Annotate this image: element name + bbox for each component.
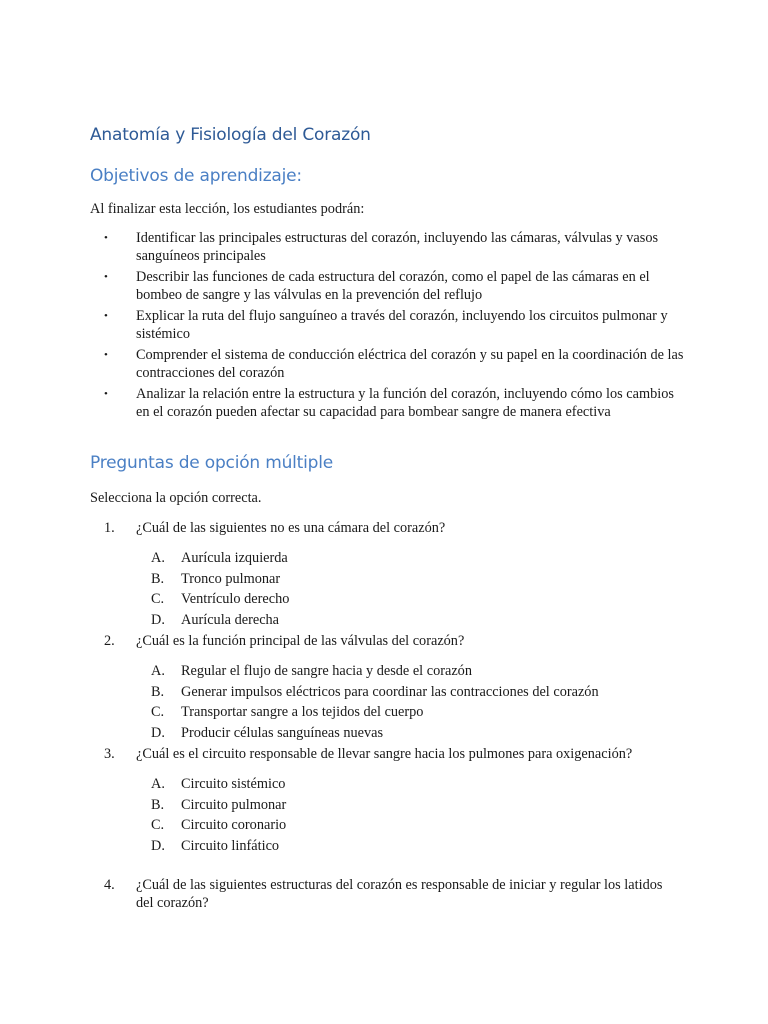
question-3 <box>0 745 680 857</box>
option-letter: B. <box>151 683 165 700</box>
objective-item <box>0 229 684 265</box>
option-letter: C. <box>151 591 165 607</box>
document-title: Anatomía y Fisiología del Corazón <box>90 125 371 145</box>
option-c[interactable] <box>0 816 680 837</box>
option-a[interactable] <box>0 549 680 570</box>
bullet-icon: • <box>104 310 108 322</box>
option-b[interactable] <box>0 683 680 704</box>
bullet-icon: • <box>104 271 108 283</box>
option-list <box>0 775 680 857</box>
option-text: Transportar sangre a los tejidos del cuerpo <box>181 704 424 720</box>
option-letter: C. <box>151 817 165 833</box>
question-text: ¿Cuál de las siguientes no es una cámara del corazón? <box>136 520 446 536</box>
objectives-list <box>0 229 684 424</box>
objective-text: Analizar la relación entre la estructura y la función del corazón, incluyendo cómo los cambios en el corazón pueden afectar su capacidad para bombear sangre de manera efectiva <box>136 386 674 420</box>
question-number: 1. <box>104 520 115 536</box>
objective-item <box>0 307 684 343</box>
option-text: Ventrículo derecho <box>181 591 290 607</box>
question-number: 3. <box>104 746 115 762</box>
bullet-icon: • <box>104 349 108 361</box>
option-text: Generar impulsos eléctricos para coordinar las contracciones del corazón <box>181 683 599 700</box>
question-number: 4. <box>104 877 115 893</box>
option-text: Circuito pulmonar <box>181 796 287 813</box>
mcq-heading: Preguntas de opción múltiple <box>90 453 334 473</box>
option-text: Aurícula derecha <box>181 611 280 628</box>
question-text: ¿Cuál de las siguientes estructuras del corazón es responsable de iniciar y regular los latidos del corazón? <box>136 877 663 911</box>
objective-item <box>0 346 684 382</box>
option-letter: B. <box>151 796 165 813</box>
question-2 <box>0 632 680 744</box>
question-text: ¿Cuál es la función principal de las válvulas del corazón? <box>136 633 465 649</box>
objective-item <box>0 385 684 421</box>
option-letter: D. <box>151 611 165 628</box>
objective-item <box>0 268 684 304</box>
objectives-heading: Objetivos de aprendizaje: <box>90 166 302 186</box>
option-b[interactable] <box>0 796 680 817</box>
option-d[interactable] <box>0 724 680 745</box>
objective-text: Comprender el sistema de conducción eléctrica del corazón y su papel en la coordinación de las contracciones del corazón <box>136 347 684 381</box>
question-number: 2. <box>104 633 115 649</box>
question-text: ¿Cuál es el circuito responsable de llevar sangre hacia los pulmones para oxigenación? <box>136 746 633 762</box>
option-text: Producir células sanguíneas nuevas <box>181 724 384 741</box>
option-list <box>0 662 680 744</box>
bullet-icon: • <box>104 232 108 244</box>
objectives-intro: Al finalizar esta lección, los estudiantes podrán: <box>90 201 365 217</box>
objective-text: Identificar las principales estructuras del corazón, incluyendo las cámaras, válvulas y vasos sanguíneos principales <box>136 230 659 264</box>
option-text: Regular el flujo de sangre hacia y desde el corazón <box>181 663 472 679</box>
option-text: Circuito sistémico <box>181 776 286 792</box>
objective-text: Explicar la ruta del flujo sanguíneo a través del corazón, incluyendo los circuitos pulmonar y sistémico <box>136 308 668 342</box>
option-text: Aurícula izquierda <box>181 550 288 566</box>
option-text: Circuito linfático <box>181 837 280 854</box>
question-4 <box>0 876 680 912</box>
option-d[interactable] <box>0 611 680 632</box>
option-list <box>0 549 680 631</box>
option-d[interactable] <box>0 837 680 858</box>
objective-text: Describir las funciones de cada estructura del corazón, como el papel de las cámaras en el bombeo de sangre y las válvulas en la prevención del reflujo <box>136 269 650 303</box>
option-b[interactable] <box>0 570 680 591</box>
option-text: Tronco pulmonar <box>181 570 281 587</box>
option-c[interactable] <box>0 590 680 611</box>
option-a[interactable] <box>0 775 680 796</box>
option-text: Circuito coronario <box>181 817 287 833</box>
option-letter: C. <box>151 704 165 720</box>
option-letter: A. <box>151 776 165 792</box>
option-letter: A. <box>151 550 165 566</box>
question-1 <box>0 519 680 631</box>
option-c[interactable] <box>0 703 680 724</box>
bullet-icon: • <box>104 388 108 400</box>
option-letter: D. <box>151 837 165 854</box>
option-a[interactable] <box>0 662 680 683</box>
option-letter: A. <box>151 663 165 679</box>
option-letter: B. <box>151 570 165 587</box>
option-letter: D. <box>151 724 165 741</box>
mcq-instruction: Selecciona la opción correcta. <box>90 490 262 506</box>
